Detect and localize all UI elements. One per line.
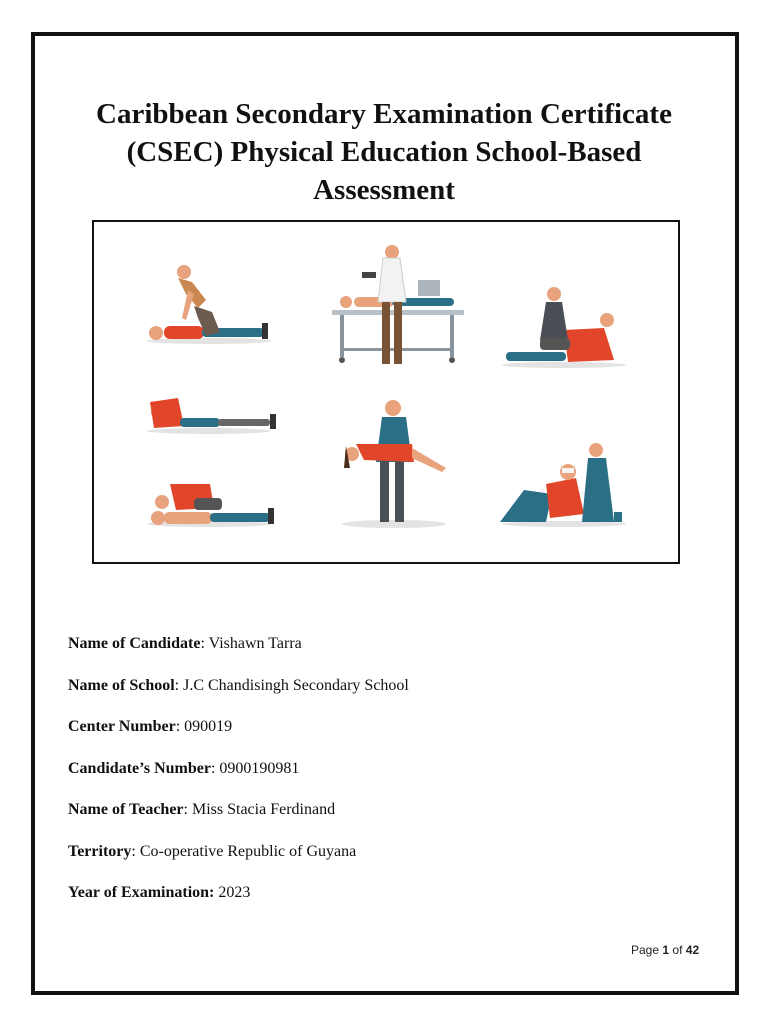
title-line-3: Assessment [313, 174, 455, 206]
first-aid-illustrations-icon [92, 220, 680, 564]
chest-compression-scene [147, 484, 274, 527]
school-name-row [68, 675, 409, 717]
field-value: 0900190981 [219, 759, 300, 777]
cpr-scene [147, 265, 271, 344]
page-word: Page [631, 943, 660, 957]
title-line-2: (CSEC) Physical Education School-Based [126, 136, 642, 168]
field-label: Name of Candidate [68, 635, 201, 652]
current-page: 1 [662, 943, 670, 957]
title-line-1: Caribbean Secondary Examination Certificate [96, 98, 672, 130]
field-separator: : [131, 842, 140, 860]
field-label: Name of Teacher [68, 801, 184, 818]
field-separator: : [183, 801, 192, 818]
total-pages: 42 [685, 943, 700, 957]
field-label: Candidate’s Number [68, 759, 211, 777]
eye-injury-scene [500, 443, 626, 527]
field-value: Co-operative Republic of Guyana [139, 842, 357, 860]
field-value: 2023 [218, 884, 251, 901]
of-word: of [672, 943, 683, 957]
document-title [40, 95, 728, 209]
teacher-name-row [68, 799, 409, 841]
field-value: Vishawn Tarra [208, 635, 302, 652]
field-separator: : [175, 718, 185, 735]
field-separator: : [200, 635, 209, 652]
field-label: Year of Examination: [68, 884, 215, 901]
physiotherapy-scene [332, 245, 464, 364]
assist-injured-scene [502, 287, 626, 368]
field-label: Name of School [68, 676, 175, 694]
page-number [631, 943, 699, 957]
recovery-position-scene [147, 398, 276, 434]
territory-row [68, 841, 409, 883]
candidate-number-row [68, 758, 409, 800]
candidate-info [68, 633, 409, 924]
field-separator: : [210, 759, 220, 777]
field-label: Center Number [68, 718, 176, 735]
center-number-row [68, 716, 409, 758]
field-separator: : [174, 676, 184, 694]
field-label: Territory [68, 842, 132, 860]
field-value: Miss Stacia Ferdinand [191, 801, 336, 818]
field-value: J.C Chandisingh Secondary School [183, 676, 409, 694]
exam-year-row [68, 882, 409, 924]
candidate-name-row [68, 633, 409, 675]
carry-scene [342, 400, 446, 528]
field-value: 090019 [184, 718, 233, 735]
